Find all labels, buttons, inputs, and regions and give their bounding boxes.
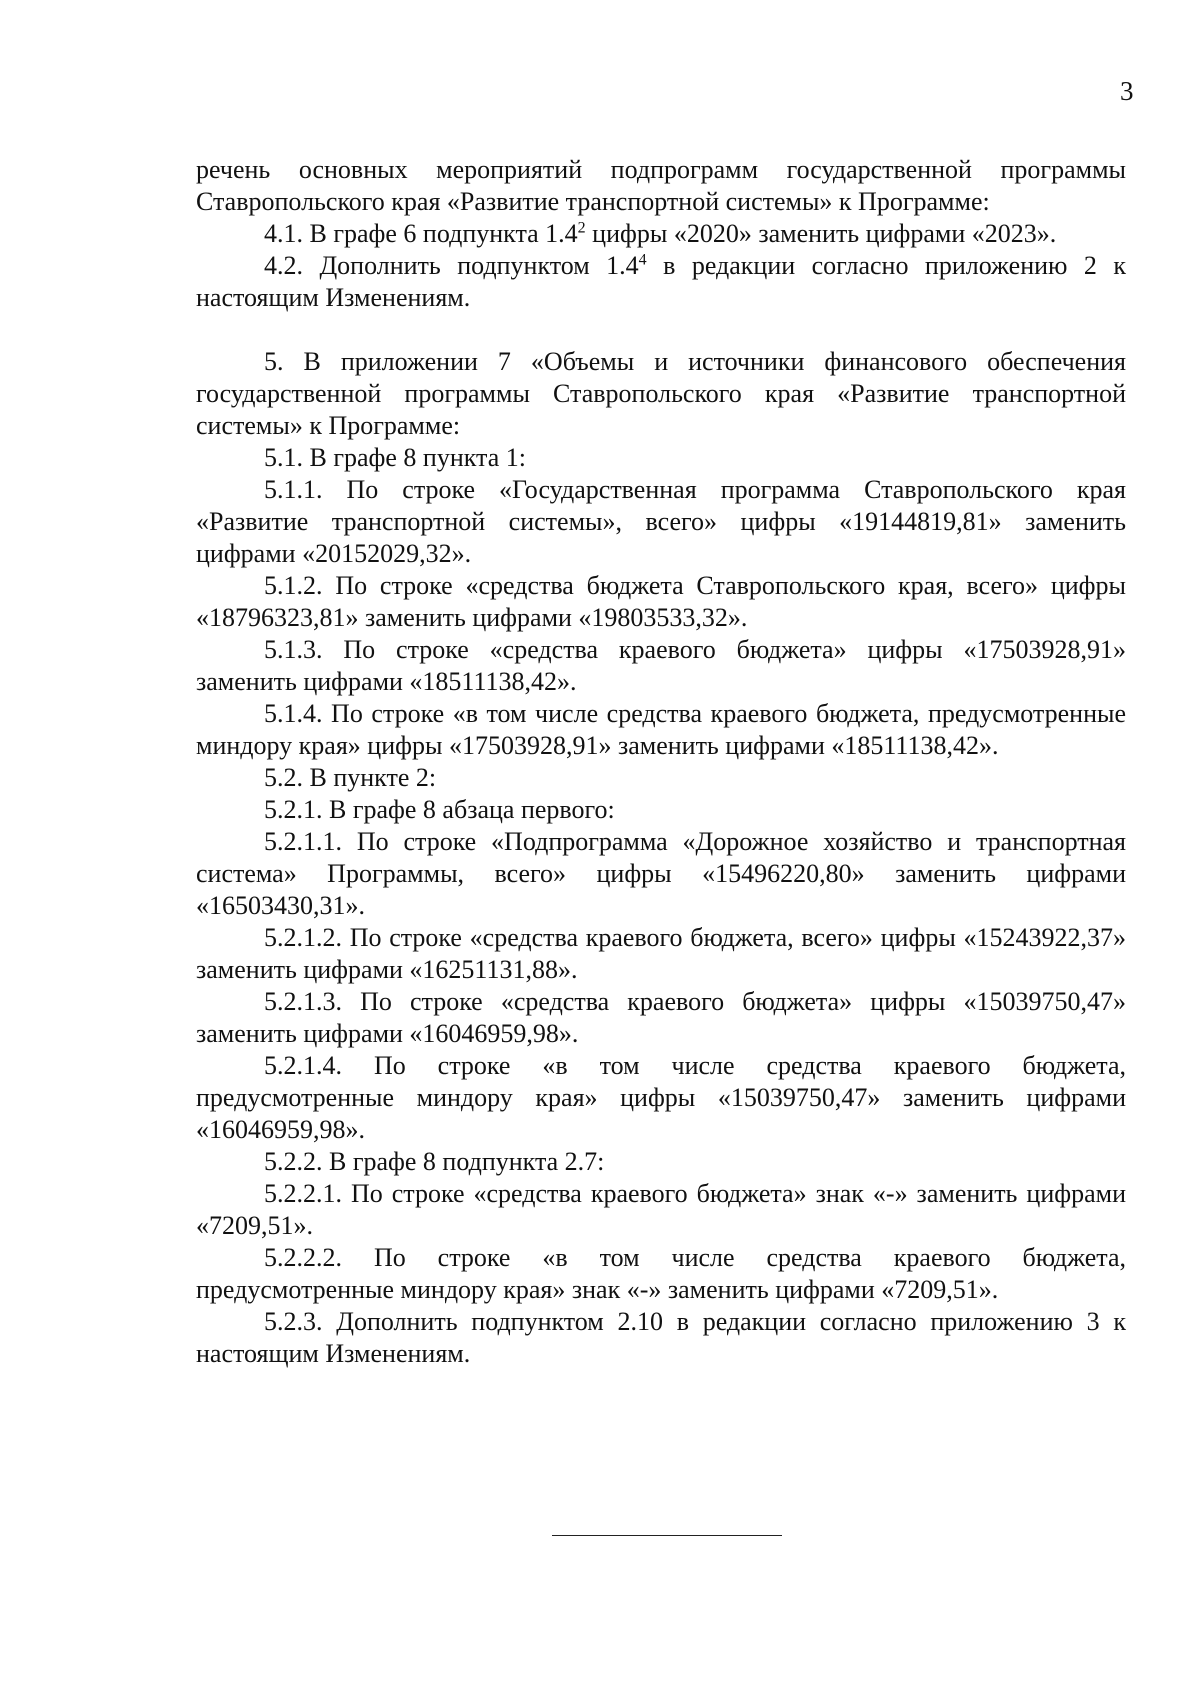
paragraph-5: 5. В приложении 7 «Объемы и источники финансового обеспечения государственной программы Ставропольского края «Развитие транспортной системы» к Программе: bbox=[196, 347, 1126, 440]
paragraph-4-2-text-end: в редакции согласно приложению 2 к настоящим Изменениям. bbox=[196, 251, 1126, 312]
paragraph-4-2-text-start: 4.2. Дополнить подпунктом 1.4 bbox=[264, 251, 639, 280]
paragraph-5-1-2: 5.1.2. По строке «средства бюджета Ставропольского края, всего» цифры «18796323,81» заменить цифрами «19803533,32». bbox=[196, 571, 1126, 632]
paragraph-5-2-2-2: 5.2.2.2. По строке «в том числе средства краевого бюджета, предусмотренные миндору края» знак «-» заменить цифрами «7209,51». bbox=[196, 1243, 1126, 1304]
page-number: 3 bbox=[1120, 76, 1134, 106]
paragraph-5-2-1-3: 5.2.1.3. По строке «средства краевого бюджета» цифры «15039750,47» заменить цифрами «16046959,98». bbox=[196, 987, 1126, 1048]
paragraph-5-2-3: 5.2.3. Дополнить подпунктом 2.10 в редакции согласно приложению 3 к настоящим Изменениям. bbox=[196, 1307, 1126, 1368]
paragraph-4-1-text-end: цифры «2020» заменить цифрами «2023». bbox=[585, 219, 1057, 248]
paragraph-5-1-1: 5.1.1. По строке «Государственная программа Ставропольского края «Развитие транспортной системы», всего» цифры «19144819,81» заменить цифрами «20152029,32». bbox=[196, 475, 1126, 568]
paragraph-5-2-1-2: 5.2.1.2. По строке «средства краевого бюджета, всего» цифры «15243922,37» заменить цифрами «16251131,88». bbox=[196, 923, 1126, 984]
paragraph-4-1 bbox=[196, 218, 1126, 250]
paragraph-5-2-2-1: 5.2.2.1. По строке «средства краевого бюджета» знак «-» заменить цифрами «7209,51». bbox=[196, 1179, 1126, 1240]
paragraph-4-2 bbox=[196, 250, 1126, 314]
paragraph-5-2-1: 5.2.1. В графе 8 абзаца первого: bbox=[264, 795, 615, 824]
superscript-2: 2 bbox=[577, 219, 586, 237]
superscript-4: 4 bbox=[638, 251, 647, 269]
document-body bbox=[196, 154, 1126, 1370]
paragraph-5-2-1-1: 5.2.1.1. По строке «Подпрограмма «Дорожное хозяйство и транспортная система» Программы, всего» цифры «15496220,80» заменить цифрами «16503430,31». bbox=[196, 827, 1126, 920]
paragraph-5-2: 5.2. В пункте 2: bbox=[264, 763, 437, 792]
paragraph-5-1-4: 5.1.4. По строке «в том числе средства краевого бюджета, предусмотренные миндору края» цифры «17503928,91» заменить цифрами «18511138,42». bbox=[196, 699, 1126, 760]
paragraph-continuation: речень основных мероприятий подпрограмм государственной программы Ставропольского края «Развитие транспортной системы» к Программе: bbox=[196, 155, 1126, 216]
paragraph-5-1: 5.1. В графе 8 пункта 1: bbox=[264, 443, 526, 472]
paragraph-5-2-2: 5.2.2. В графе 8 подпункта 2.7: bbox=[264, 1147, 605, 1176]
closing-divider bbox=[552, 1535, 782, 1536]
paragraph-5-2-1-4: 5.2.1.4. По строке «в том числе средства краевого бюджета, предусмотренные миндору края» цифры «15039750,47» заменить цифрами «16046959,98». bbox=[196, 1051, 1126, 1144]
paragraph-gap bbox=[196, 314, 1126, 346]
paragraph-5-1-3: 5.1.3. По строке «средства краевого бюджета» цифры «17503928,91» заменить цифрами «18511138,42». bbox=[196, 635, 1126, 696]
paragraph-4-1-text-start: 4.1. В графе 6 подпункта 1.4 bbox=[264, 219, 578, 248]
